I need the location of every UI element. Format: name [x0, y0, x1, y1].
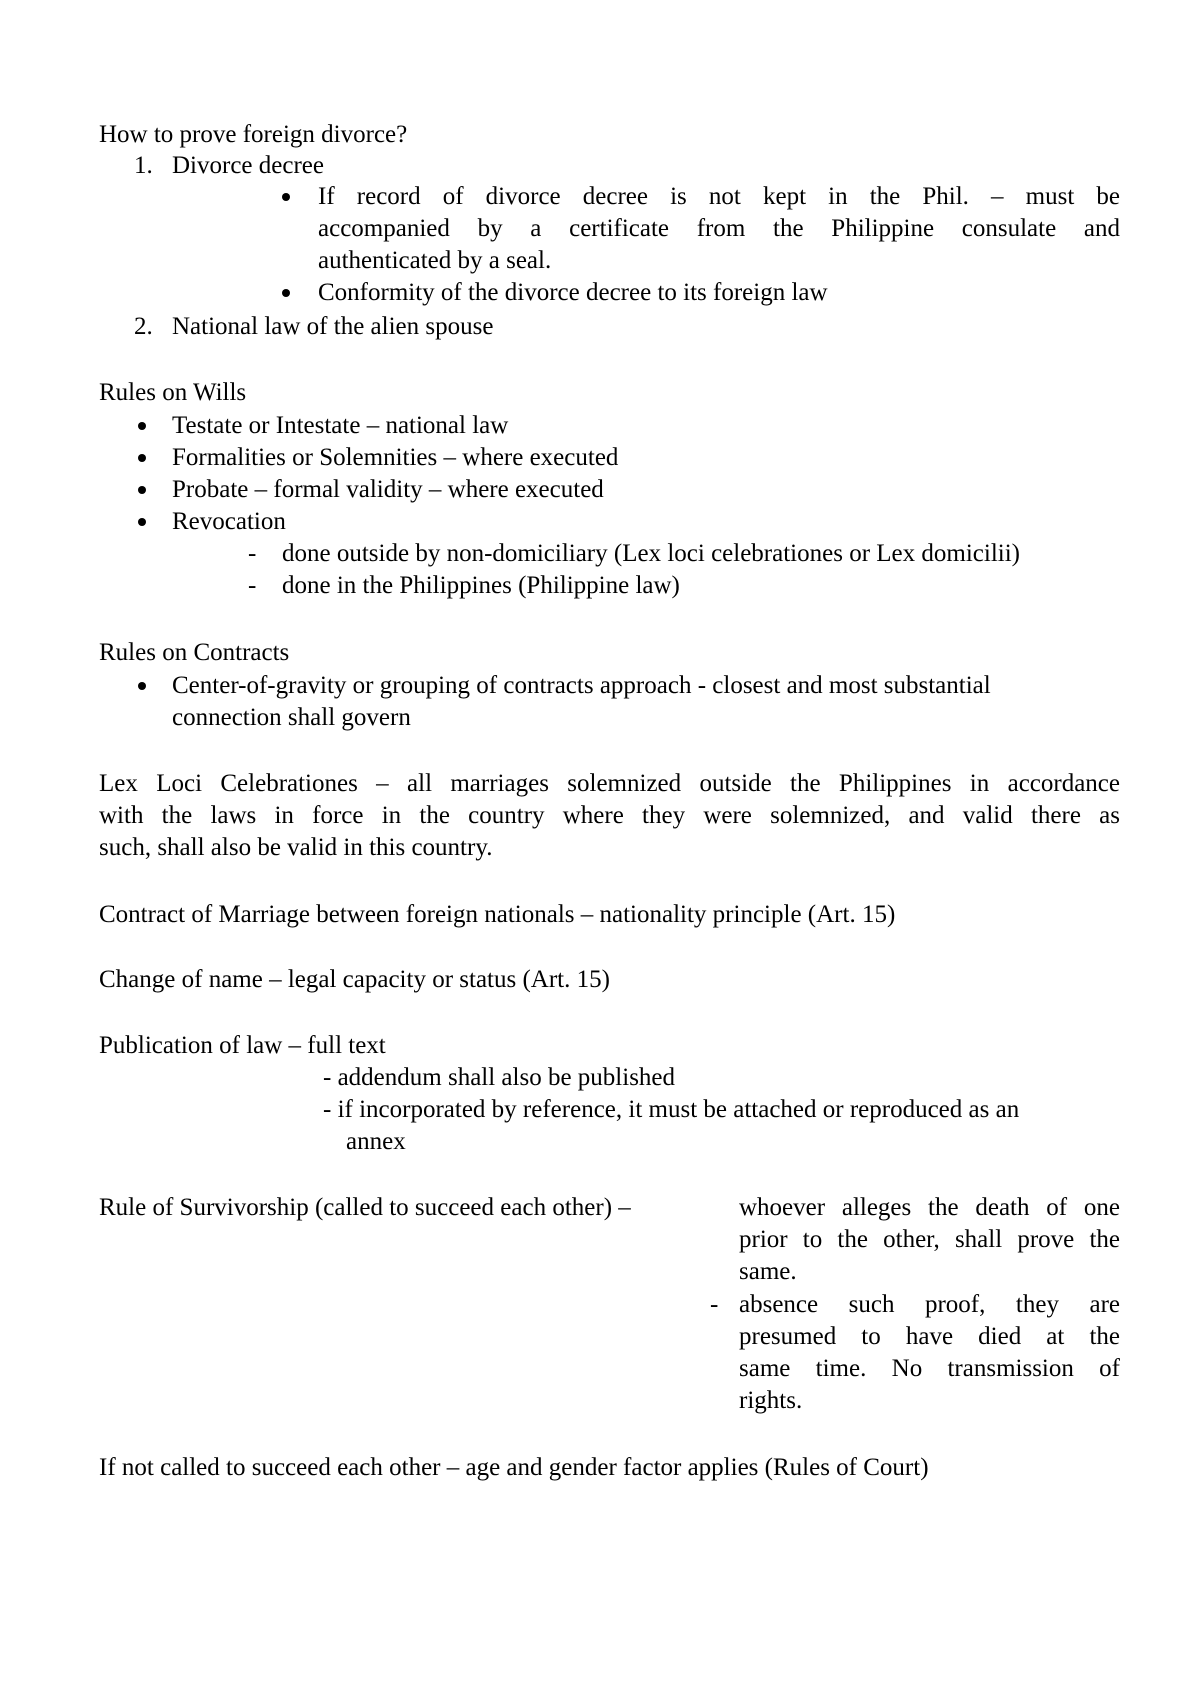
contracts-bullet-cont: connection shall govern: [172, 704, 411, 731]
dash-marker: -: [248, 540, 257, 567]
wills-heading: Rules on Wills: [99, 379, 247, 406]
publication-heading: Publication of law – full text: [99, 1032, 386, 1059]
wills-revocation-sub: done in the Philippines (Philippine law): [282, 572, 680, 599]
wills-revocation-sub: done outside by non-domiciliary (Lex loci celebrationes or Lex domicilii): [282, 540, 1020, 567]
list-item-national-law: National law of the alien spouse: [172, 313, 494, 340]
bullet-icon: [282, 289, 290, 297]
bullet-icon: [138, 422, 146, 430]
lex-loci-paragraph: Lex Loci Celebrationes – all marriages solemnized outside the Philippines in accordance: [99, 770, 1120, 797]
publication-sub-cont: annex: [346, 1128, 406, 1155]
dash-marker: -: [710, 1291, 719, 1318]
list-number: 2.: [134, 313, 153, 340]
survivorship-text: rights.: [739, 1387, 803, 1414]
marriage-contract-line: Contract of Marriage between foreign nationals – nationality principle (Art. 15): [99, 901, 896, 928]
survivorship-text: whoever alleges the death of one: [739, 1194, 1120, 1221]
list-item-divorce-decree: Divorce decree: [172, 152, 324, 179]
survivorship-lead: Rule of Survivorship (called to succeed each other) –: [99, 1194, 631, 1221]
survivorship-text: same time. No transmission of: [739, 1355, 1120, 1382]
divorce-sub-line: authenticated by a seal.: [318, 247, 552, 274]
survivorship-text: prior to the other, shall prove the: [739, 1226, 1120, 1253]
divorce-sub-line: accompanied by a certificate from the Philippine consulate and: [318, 215, 1120, 242]
divorce-heading: How to prove foreign divorce?: [99, 121, 408, 148]
bullet-icon: [138, 682, 146, 690]
wills-bullet: Revocation: [172, 508, 286, 535]
lex-loci-paragraph: such, shall also be valid in this country.: [99, 834, 493, 861]
change-of-name-line: Change of name – legal capacity or status (Art. 15): [99, 966, 610, 993]
contracts-heading: Rules on Contracts: [99, 639, 290, 666]
publication-sub: - addendum shall also be published: [323, 1064, 676, 1091]
publication-sub: - if incorporated by reference, it must be attached or reproduced as an: [323, 1096, 1020, 1123]
survivorship-text: absence such proof, they are: [739, 1291, 1120, 1318]
bullet-icon: [138, 486, 146, 494]
wills-bullet: Probate – formal validity – where executed: [172, 476, 604, 503]
bullet-icon: [138, 454, 146, 462]
list-number: 1.: [134, 152, 153, 179]
dash-marker: -: [248, 572, 257, 599]
survivorship-text: presumed to have died at the: [739, 1323, 1120, 1350]
divorce-sub-conformity: Conformity of the divorce decree to its foreign law: [318, 279, 828, 306]
wills-bullet: Formalities or Solemnities – where executed: [172, 444, 619, 471]
wills-bullet: Testate or Intestate – national law: [172, 412, 509, 439]
contracts-bullet: Center-of-gravity or grouping of contracts approach - closest and most substantial: [172, 672, 991, 699]
divorce-sub-line: If record of divorce decree is not kept in the Phil. – must be: [318, 183, 1120, 210]
bullet-icon: [138, 518, 146, 526]
survivorship-text: same.: [739, 1258, 797, 1285]
not-called-line: If not called to succeed each other – age and gender factor applies (Rules of Court): [99, 1454, 929, 1481]
bullet-icon: [282, 193, 290, 201]
lex-loci-paragraph: with the laws in force in the country where they were solemnized, and valid there as: [99, 802, 1120, 829]
